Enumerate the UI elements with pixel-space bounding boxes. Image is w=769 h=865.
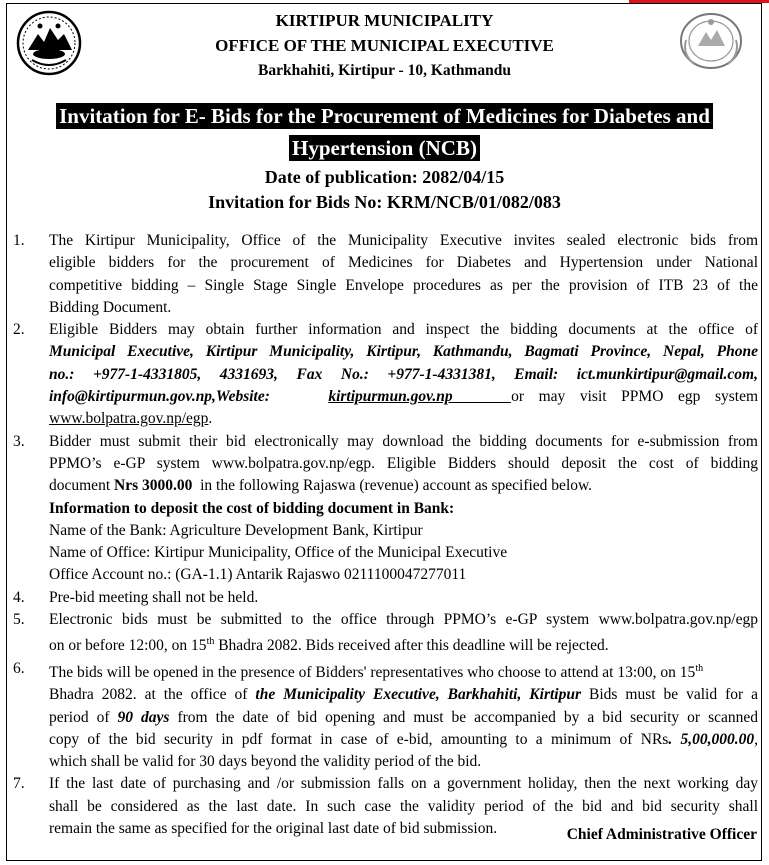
item-number: 6. [13, 659, 25, 677]
bank-account: Office Account no.: (GA-1.1) Antarik Rajaswo 0211100047277011 [49, 566, 467, 584]
item-text-line: remain the same as specified for the original last date of bid submission. [49, 820, 498, 838]
ordinal-suffix: th [695, 662, 704, 674]
validity-text: Bids must be valid for a [588, 686, 759, 704]
website-line-rest: or may visit PPMO egp system [511, 388, 759, 406]
bank-name: Name of the Bank: Agriculture Development Bank, Kirtipur [49, 521, 423, 539]
item-text-line [49, 707, 758, 729]
office-address: Barkhahiti, Kirtipur - 10, Kathmandu [258, 62, 511, 79]
item-text-line: competitive bidding – Single Stage Single Envelope procedures as per the provision of ITB 23 of the [49, 276, 758, 294]
deadline-rest: Bhadra 2082. Bids received after this deadline will be rejected. [218, 637, 609, 655]
doc-cost-rest: in the following Rajaswa (revenue) account as specified below. [200, 477, 593, 495]
item-text-line [49, 684, 758, 706]
deadline-text: on or before 12:00, on 15 [49, 637, 207, 655]
notice-items [0, 230, 769, 840]
egp-link-end: . [208, 410, 213, 428]
ifb-number: Invitation for Bids No: KRM/NCB/01/082/083 [208, 192, 561, 212]
item-number: 1. [13, 232, 25, 249]
item-number: 3. [13, 432, 25, 450]
security-text: copy of the bid security in pdf format in case of e-bid, amounting to a minimum of NRs [49, 730, 669, 748]
notice-title-line-1 [0, 101, 769, 132]
security-end: , [754, 730, 759, 748]
notice-title-text-1: Invitation for E- Bids for the Procurement of Medicines for Diabetes and [56, 103, 713, 129]
item-text-line: Bidder must submit their bid electronically may download the bidding documents for e-submission from [49, 432, 758, 450]
notice-title-text-2: Hypertension (NCB) [289, 135, 480, 161]
document-cost: Nrs 3000.00 [114, 477, 193, 495]
bank-office-name: Name of Office: Kirtipur Municipality, Office of the Municipal Executive [49, 544, 508, 562]
egp-link-line [49, 408, 758, 430]
website-link[interactable]: kirtipurmun.gov.np [328, 388, 453, 406]
contact-numbers-line: no.: +977-1-4331805, 4331693, Fax No.: +977-1-4331381, Email: ict.munkirtipur@gmail.com, [49, 365, 758, 383]
item-text-line: Electronic bids must be submitted to the office through PPMO’s e-GP system www.bolpatra.gov.np/egp [49, 611, 758, 629]
municipality-name: KIRTIPUR MUNICIPALITY [275, 11, 494, 30]
item-text-line: If the last date of purchasing and /or submission falls on a government holiday, then the next working day [49, 775, 758, 793]
item-text-line [49, 631, 758, 657]
opening-venue: the Municipality Executive, Barkhahiti, Kirtipur [255, 686, 581, 704]
list-item [0, 587, 769, 609]
office-name: OFFICE OF THE MUNICIPAL EXECUTIVE [215, 36, 554, 55]
ordinal-suffix: th [206, 636, 215, 648]
doc-cost-label: document [49, 477, 111, 495]
item-text-line: The Kirtipur Municipality, Office of the Municipality Executive invites sealed electronic bids from [49, 232, 758, 249]
validity-days: 90 days [117, 708, 170, 726]
item-number: 7. [13, 775, 25, 793]
item-text-line: PPMO’s e-GP system www.bolpatra.gov.np/egp. Eligible Bidders should deposit the cost of bidding [49, 454, 758, 472]
website-line [49, 386, 758, 408]
list-item [0, 230, 769, 319]
item-text-line: eligible bidders for the procurement of Medicines for Diabetes and Hypertension under National [49, 254, 758, 272]
item-text-line: which shall be valid for 30 days beyond the validity period of the bid. [49, 753, 482, 771]
list-item [0, 658, 769, 774]
item-text-line [49, 475, 758, 497]
item-text-line [49, 729, 758, 751]
item-text-line [49, 658, 758, 684]
item-text-line: shall be considered as the last date. In such case the validity period of the bid and bid security shall [49, 797, 758, 815]
item-text-line: Bidding Document. [49, 298, 172, 316]
opening-venue-label: Bhadra 2082. at the office of [49, 686, 248, 704]
bid-security-amount: . 5,00,000.00 [668, 730, 755, 748]
egp-link[interactable]: www.bolpatra.gov.np/egp [49, 410, 209, 428]
item-number: 5. [13, 611, 25, 629]
list-item [0, 609, 769, 658]
info-email[interactable]: info@kirtipurmun.gov.np,Website: [49, 388, 270, 406]
notice-title-line-2 [0, 133, 769, 164]
list-item [0, 431, 769, 587]
item-number: 2. [13, 321, 25, 339]
item-text-line: Pre-bid meeting shall not be held. [49, 588, 259, 606]
signature-title: Chief Administrative Officer [566, 826, 757, 843]
period-label: period of [49, 708, 110, 726]
publication-date: Date of publication: 2082/04/15 [264, 167, 505, 187]
item-number: 4. [13, 588, 25, 606]
bank-info-heading: Information to deposit the cost of bidding document in Bank: [49, 499, 455, 517]
period-rest: from the date of bid opening and must be accompanied by a bid security or scanned [177, 708, 759, 726]
office-contact-line: Municipal Executive, Kirtipur Municipality, Kirtipur, Kathmandu, Bagmati Province, Nepal, Phone [49, 343, 758, 361]
item-text-line: Eligible Bidders may obtain further information and inspect the bidding documents at the office of [49, 321, 758, 339]
opening-text: The bids will be opened in the presence of Bidders' representatives who choose to attend at 13:00, on 15 [49, 663, 696, 681]
list-item [0, 319, 769, 430]
